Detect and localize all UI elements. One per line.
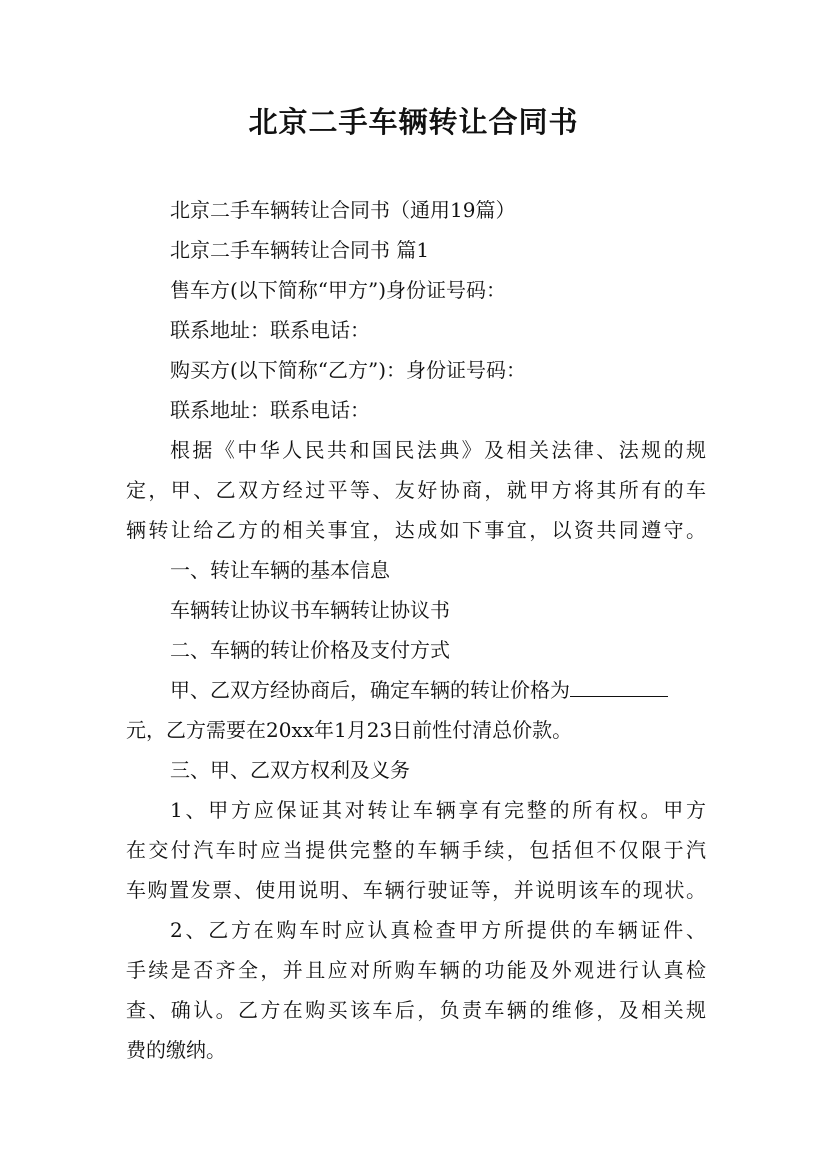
section-heading: 二、车辆的转让价格及支付方式 — [170, 638, 450, 662]
paragraph-line: 费的缴纳。 — [126, 1038, 226, 1062]
paragraph-line: 车购置发票、使用说明、车辆行驶证等，并说明该车的现状。 — [126, 878, 706, 902]
paragraph-line: 定，甲、乙双方经过平等、友好协商，就甲方将其所有的车 — [126, 478, 706, 502]
paragraph-line: 联系地址：联系电话： — [170, 398, 370, 422]
document-title: 北京二手车辆转让合同书 — [248, 105, 579, 139]
paragraph-line: 辆转让给乙方的相关事宜，达成如下事宜，以资共同遵守。 — [126, 518, 706, 542]
paragraph-line: 手续是否齐全，并且应对所购车辆的功能及外观进行认真检 — [126, 958, 706, 982]
paragraph-line: 售车方(以下简称“甲方”)身份证号码： — [170, 278, 507, 302]
price-blank — [570, 674, 668, 697]
paragraph-line: 北京二手车辆转让合同书 篇1 — [170, 238, 430, 262]
paragraph-line: 车辆转让协议书车辆转让协议书 — [170, 598, 450, 622]
paragraph-line: 在交付汽车时应当提供完整的车辆手续，包括但不仅限于汽 — [126, 838, 706, 862]
price-line-text: 甲、乙双方经协商后，确定车辆的转让价格为 — [170, 678, 570, 702]
section-heading: 三、甲、乙双方权利及义务 — [170, 758, 410, 782]
paragraph-line: 1、甲方应保证其对转让车辆享有完整的所有权。甲方 — [170, 798, 706, 822]
section-heading: 一、转让车辆的基本信息 — [170, 558, 390, 582]
paragraph-line: 联系地址：联系电话： — [170, 318, 370, 342]
price-line — [126, 670, 706, 710]
paragraph-line: 北京二手车辆转让合同书（通用19篇） — [170, 198, 516, 222]
paragraph-line: 查、确认。乙方在购买该车后，负责车辆的维修，及相关规 — [126, 998, 706, 1022]
paragraph-line: 根据《中华人民共和国民法典》及相关法律、法规的规 — [170, 438, 706, 462]
paragraph-line: 2、乙方在购车时应认真检查甲方所提供的车辆证件、 — [170, 918, 706, 942]
paragraph-line: 购买方(以下简称“乙方”)：身份证号码： — [170, 358, 527, 382]
paragraph-line: 元，乙方需要在20xx年1月23日前性付清总价款。 — [126, 718, 573, 742]
document-body — [126, 190, 706, 1070]
